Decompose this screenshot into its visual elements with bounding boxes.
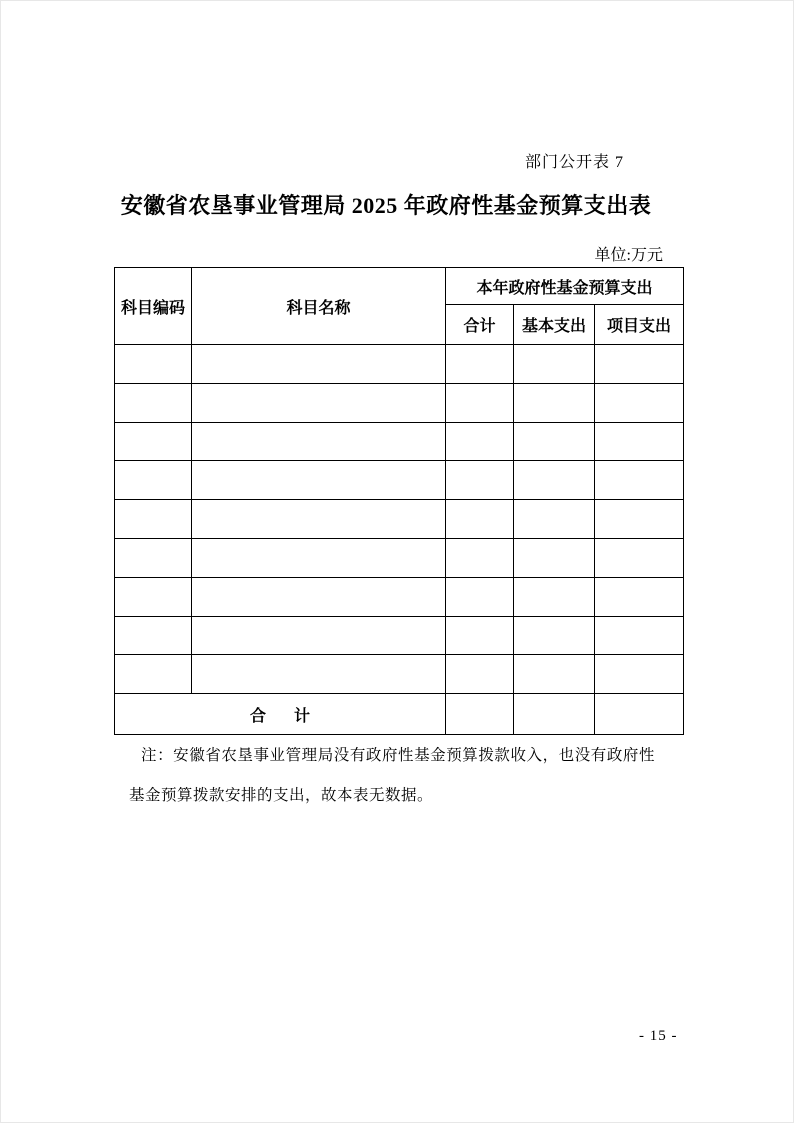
table-cell <box>446 577 514 616</box>
table-cell <box>595 577 684 616</box>
table-cell <box>446 461 514 500</box>
table-cell <box>446 616 514 655</box>
table-cell <box>115 616 192 655</box>
table-cell <box>115 383 192 422</box>
table-body <box>115 345 684 694</box>
table-row <box>115 616 684 655</box>
table-row <box>115 655 684 694</box>
table-cell <box>595 616 684 655</box>
table-row <box>115 345 684 384</box>
page-title: 安徽省农垦事业管理局 2025 年政府性基金预算支出表 <box>120 193 652 218</box>
table-cell <box>115 538 192 577</box>
table-cell <box>192 616 446 655</box>
table-cell <box>514 655 595 694</box>
total-row-total-cell <box>446 694 514 735</box>
unit-label: 单位:万元 <box>594 247 663 264</box>
table-row <box>115 383 684 422</box>
header-subject-name: 科目名称 <box>192 268 446 345</box>
total-row-project-cell <box>595 694 684 735</box>
table-cell <box>595 461 684 500</box>
table-cell <box>595 538 684 577</box>
table-cell <box>595 422 684 461</box>
total-row-basic-cell <box>514 694 595 735</box>
header-total: 合计 <box>446 305 514 345</box>
table-cell <box>595 655 684 694</box>
table-cell <box>514 500 595 539</box>
header-subject-code: 科目编码 <box>115 268 192 345</box>
table-footer <box>115 694 684 735</box>
budget-table <box>114 267 684 735</box>
table-cell <box>192 655 446 694</box>
table-cell <box>446 500 514 539</box>
table-cell <box>192 577 446 616</box>
table-row <box>115 461 684 500</box>
total-row-label: 合 计 <box>115 694 446 735</box>
table-cell <box>192 383 446 422</box>
table-cell <box>192 461 446 500</box>
table-cell <box>446 655 514 694</box>
table-cell <box>192 345 446 384</box>
doc-label: 部门公开表 7 <box>525 154 625 171</box>
table-cell <box>192 422 446 461</box>
table-header <box>115 268 684 345</box>
page-number: - 15 - <box>639 1028 678 1044</box>
table-cell <box>446 538 514 577</box>
table-row <box>115 500 684 539</box>
table-cell <box>595 345 684 384</box>
table-cell <box>192 538 446 577</box>
table-cell <box>514 616 595 655</box>
table-cell <box>192 500 446 539</box>
table-cell <box>115 577 192 616</box>
footnote: 注：安徽省农垦事业管理局没有政府性基金预算拨款收入，也没有政府性基金预算拨款安排的支出，故本表无数据。 <box>129 747 655 804</box>
table-cell <box>446 345 514 384</box>
table-cell <box>115 345 192 384</box>
table-cell <box>514 345 595 384</box>
table-cell <box>115 500 192 539</box>
header-project-expenditure: 项目支出 <box>595 305 684 345</box>
header-fund-budget-group: 本年政府性基金预算支出 <box>446 268 684 305</box>
table-cell <box>514 383 595 422</box>
table-row <box>115 577 684 616</box>
table-cell <box>446 383 514 422</box>
header-row-1 <box>115 268 684 305</box>
table-cell <box>595 500 684 539</box>
table-cell <box>514 422 595 461</box>
table-cell <box>514 461 595 500</box>
table-row <box>115 538 684 577</box>
table-cell <box>595 383 684 422</box>
table-row <box>115 422 684 461</box>
table-cell <box>514 577 595 616</box>
table-cell <box>446 422 514 461</box>
table-cell <box>115 655 192 694</box>
table-cell <box>115 461 192 500</box>
table-cell <box>514 538 595 577</box>
table-cell <box>115 422 192 461</box>
total-row <box>115 694 684 735</box>
header-basic-expenditure: 基本支出 <box>514 305 595 345</box>
